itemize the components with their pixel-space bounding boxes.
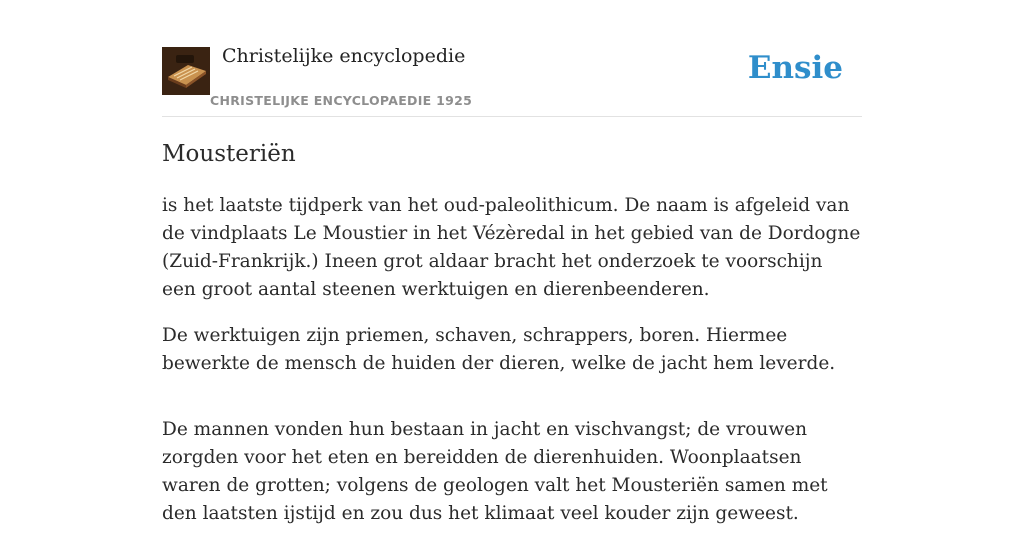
article bbox=[162, 136, 862, 546]
article-paragraph: De werktuigen zijn priemen, schaven, schrappers, boren. Hiermee bewerkte de mensch de huiden der dieren, welke de jacht hem leverde. bbox=[162, 325, 836, 374]
book-photo-avatar-icon[interactable] bbox=[162, 47, 210, 95]
article-paragraph: De mannen vonden hun bestaan in jacht en vischvangst; de vrouwen zorgden voor het eten en bereidden de dierenhuiden. Woonplaatsen waren de grotten; volgens de geologen valt het Mousteriën samen met den laatsten ijstijd en zou dus het klimaat veel kouder zijn geweest. bbox=[162, 419, 828, 524]
site-title[interactable]: Christelijke encyclopedie bbox=[222, 45, 466, 67]
site-header bbox=[162, 40, 862, 117]
ensie-logo-link[interactable]: Ensie bbox=[747, 50, 843, 86]
article-title: Mousteriën bbox=[162, 141, 296, 167]
site-subtitle: CHRISTELIJKE ENCYCLOPAEDIE 1925 bbox=[210, 93, 473, 108]
article-paragraph: is het laatste tijdperk van het oud-paleolithicum. De naam is afgeleid van de vindplaats Le Moustier in het Vézèredal in het gebied van de Dordogne (Zuid-Frankrijk.) Ineen grot aldaar bracht het onderzoek te voorschijn een groot aantal steenen werktuigen en dierenbeenderen. bbox=[162, 195, 861, 300]
